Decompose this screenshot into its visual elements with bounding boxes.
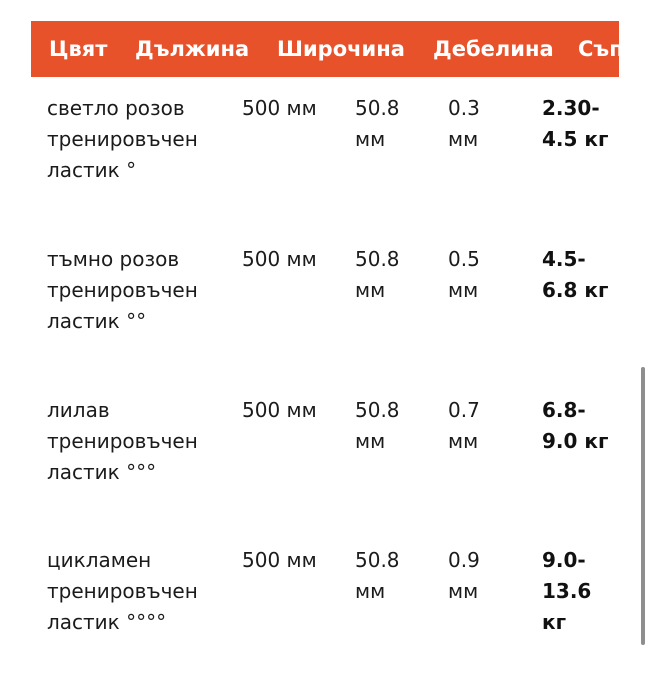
row-resistance: 6.8-9.0 кг bbox=[542, 398, 609, 453]
row-thickness: 0.5 мм bbox=[448, 247, 480, 302]
header-thickness: Дебелина bbox=[433, 37, 554, 61]
vertical-scrollbar[interactable] bbox=[641, 367, 645, 645]
row-name: лилав тренировъчен ластик °°° bbox=[47, 398, 198, 484]
table-row bbox=[31, 395, 619, 535]
row-resistance: 9.0-13.6 кг bbox=[542, 548, 592, 634]
header-resistance: Съп bbox=[578, 37, 624, 61]
row-name: цикламен тренировъчен ластик °°°° bbox=[47, 548, 198, 634]
table-header bbox=[31, 21, 624, 77]
row-length: 500 мм bbox=[242, 398, 317, 422]
row-width: 50.8 мм bbox=[355, 398, 400, 453]
specs-table[interactable] bbox=[31, 21, 624, 700]
row-thickness: 0.3 мм bbox=[448, 96, 480, 151]
row-name: тъмно розов тренировъчен ластик °° bbox=[47, 247, 198, 333]
header-length: Дължина bbox=[135, 37, 250, 61]
header-width: Широчина bbox=[277, 37, 405, 61]
row-resistance: 2.30-4.5 кг bbox=[542, 96, 609, 151]
row-width: 50.8 мм bbox=[355, 548, 400, 603]
row-resistance: 4.5-6.8 кг bbox=[542, 247, 609, 302]
table-row bbox=[31, 244, 619, 384]
row-length: 500 мм bbox=[242, 96, 317, 120]
header-color: Цвят bbox=[49, 37, 108, 61]
row-length: 500 мм bbox=[242, 548, 317, 572]
table-row bbox=[31, 545, 619, 685]
row-width: 50.8 мм bbox=[355, 96, 400, 151]
table-row bbox=[31, 93, 619, 233]
row-thickness: 0.7 мм bbox=[448, 398, 480, 453]
row-length: 500 мм bbox=[242, 247, 317, 271]
row-name: светло розов тренировъчен ластик ° bbox=[47, 96, 198, 182]
row-width: 50.8 мм bbox=[355, 247, 400, 302]
row-thickness: 0.9 мм bbox=[448, 548, 480, 603]
